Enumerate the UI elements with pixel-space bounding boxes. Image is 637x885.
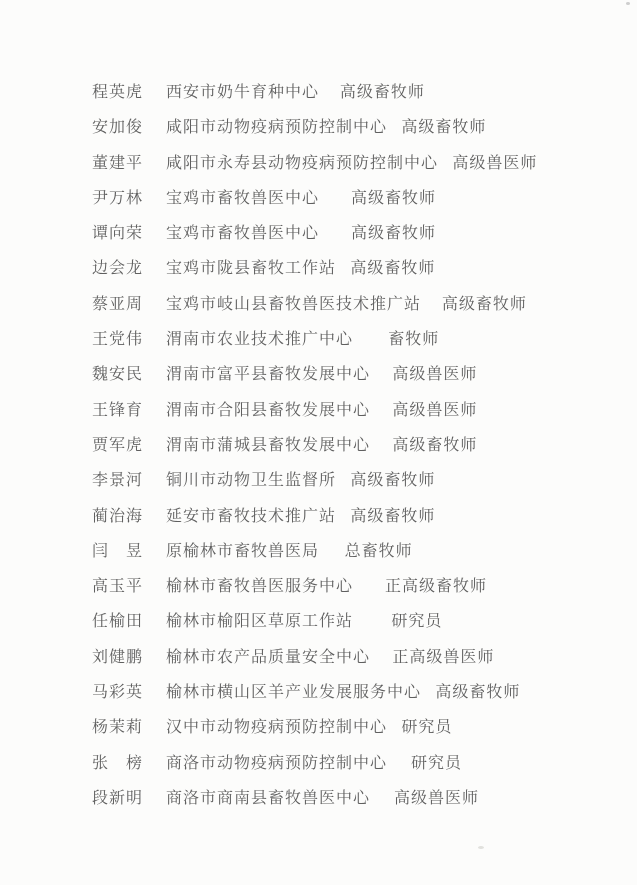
person-name: 谭向荣: [92, 225, 144, 243]
personnel-list: [92, 75, 617, 816]
person-row: [92, 746, 617, 781]
person-row: [92, 287, 617, 322]
professional-title: 高级畜牧师: [350, 507, 436, 525]
person-name: 边会龙: [92, 260, 144, 278]
person-row: [92, 216, 617, 251]
person-name: 任榆田: [92, 613, 144, 631]
organization: 汉中市动物疫病预防控制中心: [166, 719, 388, 737]
person-row: [92, 322, 617, 357]
organization: 渭南市农业技术推广中心: [166, 331, 354, 349]
organization: 榆林市横山区羊产业发展服务中心: [166, 684, 422, 702]
person-row: [92, 110, 617, 145]
person-row: [92, 75, 617, 110]
organization: 榆林市畜牧兽医服务中心: [166, 578, 354, 596]
professional-title: 总畜牧师: [344, 542, 413, 560]
person-row: [92, 393, 617, 428]
professional-title: 高级畜牧师: [392, 436, 478, 454]
organization: 宝鸡市畜牧兽医中心: [166, 225, 320, 243]
professional-title: 高级畜牧师: [351, 225, 437, 243]
professional-title: 高级兽医师: [452, 154, 538, 172]
professional-title: 高级畜牧师: [401, 119, 487, 137]
person-row: [92, 463, 617, 498]
organization: 宝鸡市畜牧兽医中心: [166, 189, 320, 207]
organization: 宝鸡市岐山县畜牧兽医技术推广站: [166, 295, 422, 313]
person-row: [92, 428, 617, 463]
person-name: 董建平: [92, 154, 144, 172]
organization: 商洛市动物疫病预防控制中心: [166, 754, 388, 772]
professional-title: 正高级兽医师: [392, 648, 495, 666]
professional-title: 高级兽医师: [392, 401, 478, 419]
scan-speck: [626, 2, 630, 5]
person-name: 高玉平: [92, 578, 144, 596]
person-name: 贾军虎: [92, 436, 144, 454]
person-name: 杨茉莉: [92, 719, 144, 737]
person-name: 刘健鹏: [92, 648, 144, 666]
person-name: 闫 昱: [92, 542, 144, 560]
person-row: [92, 357, 617, 392]
organization: 咸阳市动物疫病预防控制中心: [166, 119, 388, 137]
organization: 榆林市榆阳区草原工作站: [166, 613, 354, 631]
organization: 渭南市蒲城县畜牧发展中心: [166, 436, 371, 454]
person-name: 王锋育: [92, 401, 144, 419]
person-name: 王党伟: [92, 331, 144, 349]
organization: 渭南市富平县畜牧发展中心: [166, 366, 371, 384]
person-row: [92, 710, 617, 745]
professional-title: 正高级畜牧师: [385, 578, 488, 596]
person-name: 安加俊: [92, 119, 144, 137]
person-row: [92, 781, 617, 816]
professional-title: 高级畜牧师: [441, 295, 527, 313]
professional-title: 高级兽医师: [394, 789, 480, 807]
professional-title: 研究员: [411, 754, 463, 772]
person-name: 李景河: [92, 472, 144, 490]
person-row: [92, 534, 617, 569]
person-name: 段新明: [92, 789, 144, 807]
organization: 渭南市合阳县畜牧发展中心: [166, 401, 371, 419]
professional-title: 高级畜牧师: [435, 684, 521, 702]
person-row: [92, 675, 617, 710]
person-row: [92, 604, 617, 639]
person-name: 尹万林: [92, 189, 144, 207]
person-row: [92, 499, 617, 534]
person-name: 马彩英: [92, 684, 144, 702]
organization: 西安市奶牛育种中心: [166, 84, 320, 101]
organization: 铜川市动物卫生监督所: [166, 472, 337, 490]
person-name: 张 榜: [92, 754, 144, 772]
person-row: [92, 640, 617, 675]
professional-title: 研究员: [391, 613, 443, 631]
person-name: 蔡亚周: [92, 295, 144, 313]
person-row: [92, 181, 617, 216]
organization: 咸阳市永寿县动物疫病预防控制中心: [166, 154, 439, 172]
organization: 宝鸡市陇县畜牧工作站: [166, 260, 337, 278]
person-row: [92, 569, 617, 604]
organization: 延安市畜牧技术推广站: [166, 507, 337, 525]
organization: 原榆林市畜牧兽医局: [166, 542, 320, 560]
professional-title: 高级畜牧师: [351, 189, 437, 207]
person-row: [92, 146, 617, 181]
person-name: 程英虎: [92, 84, 144, 101]
person-name: 蔺治海: [92, 507, 144, 525]
professional-title: 高级畜牧师: [350, 472, 436, 490]
person-row: [92, 251, 617, 286]
professional-title: 畜牧师: [388, 331, 440, 349]
organization: 商洛市商南县畜牧兽医中心: [166, 789, 371, 807]
organization: 榆林市农产品质量安全中心: [166, 648, 371, 666]
scan-speck: [478, 846, 484, 849]
professional-title: 高级兽医师: [392, 366, 478, 384]
professional-title: 高级畜牧师: [339, 84, 425, 101]
person-name: 魏安民: [92, 366, 144, 384]
professional-title: 研究员: [401, 719, 453, 737]
professional-title: 高级畜牧师: [350, 260, 436, 278]
